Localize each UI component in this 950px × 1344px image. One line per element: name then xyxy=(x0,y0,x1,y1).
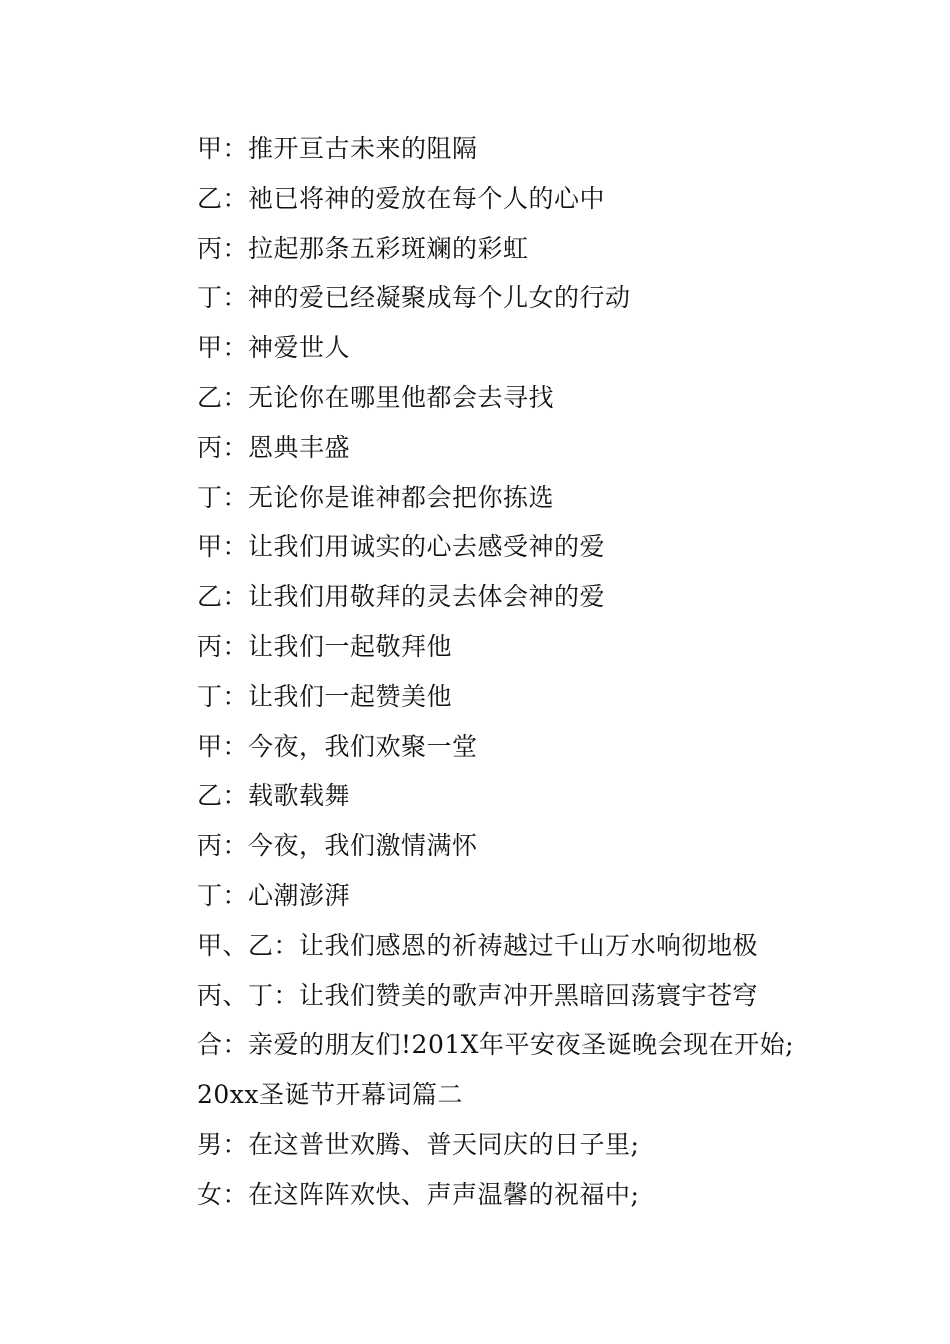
script-line: 女：在这阵阵欢快、声声温馨的祝福中; xyxy=(197,1179,640,1209)
script-line: 丙：今夜，我们激情满怀 xyxy=(197,831,478,861)
script-line: 男：在这普世欢腾、普天同庆的日子里; xyxy=(197,1129,640,1159)
script-line: 丁：神的爱已经凝聚成每个儿女的行动 xyxy=(197,283,631,313)
script-line: 丁：心潮澎湃 xyxy=(197,880,351,910)
script-line: 甲：推开亘古未来的阻隔 xyxy=(197,134,478,163)
script-line: 乙：载歌载舞 xyxy=(197,781,351,811)
script-line: 乙：祂已将神的爱放在每个人的心中 xyxy=(197,183,606,213)
script-line: 丁：无论你是谁神都会把你拣选 xyxy=(197,482,555,512)
script-line: 合：亲爱的朋友们!201X年平安夜圣诞晚会现在开始; xyxy=(197,1030,794,1060)
script-line: 乙：无论你在哪里他都会去寻找 xyxy=(197,382,555,412)
script-line: 丙：让我们一起敬拜他 xyxy=(197,631,453,661)
script-line: 乙：让我们用敬拜的灵去体会神的爱 xyxy=(197,582,606,612)
section-heading: 20xx圣诞节开幕词篇二 xyxy=(197,1080,464,1110)
script-line: 丙：拉起那条五彩斑斓的彩虹 xyxy=(197,233,529,263)
script-line: 甲：神爱世人 xyxy=(197,333,351,363)
script-line: 丁：让我们一起赞美他 xyxy=(197,681,453,711)
script-line: 甲：让我们用诚实的心去感受神的爱 xyxy=(197,532,606,562)
script-line: 丙、丁：让我们赞美的歌声冲开黑暗回荡寰宇苍穹 xyxy=(197,980,759,1010)
script-line: 甲、乙：让我们感恩的祈祷越过千山万水响彻地极 xyxy=(197,930,759,960)
script-lines xyxy=(197,124,837,1220)
script-line: 丙：恩典丰盛 xyxy=(197,432,351,462)
script-line: 甲：今夜，我们欢聚一堂 xyxy=(197,731,478,761)
